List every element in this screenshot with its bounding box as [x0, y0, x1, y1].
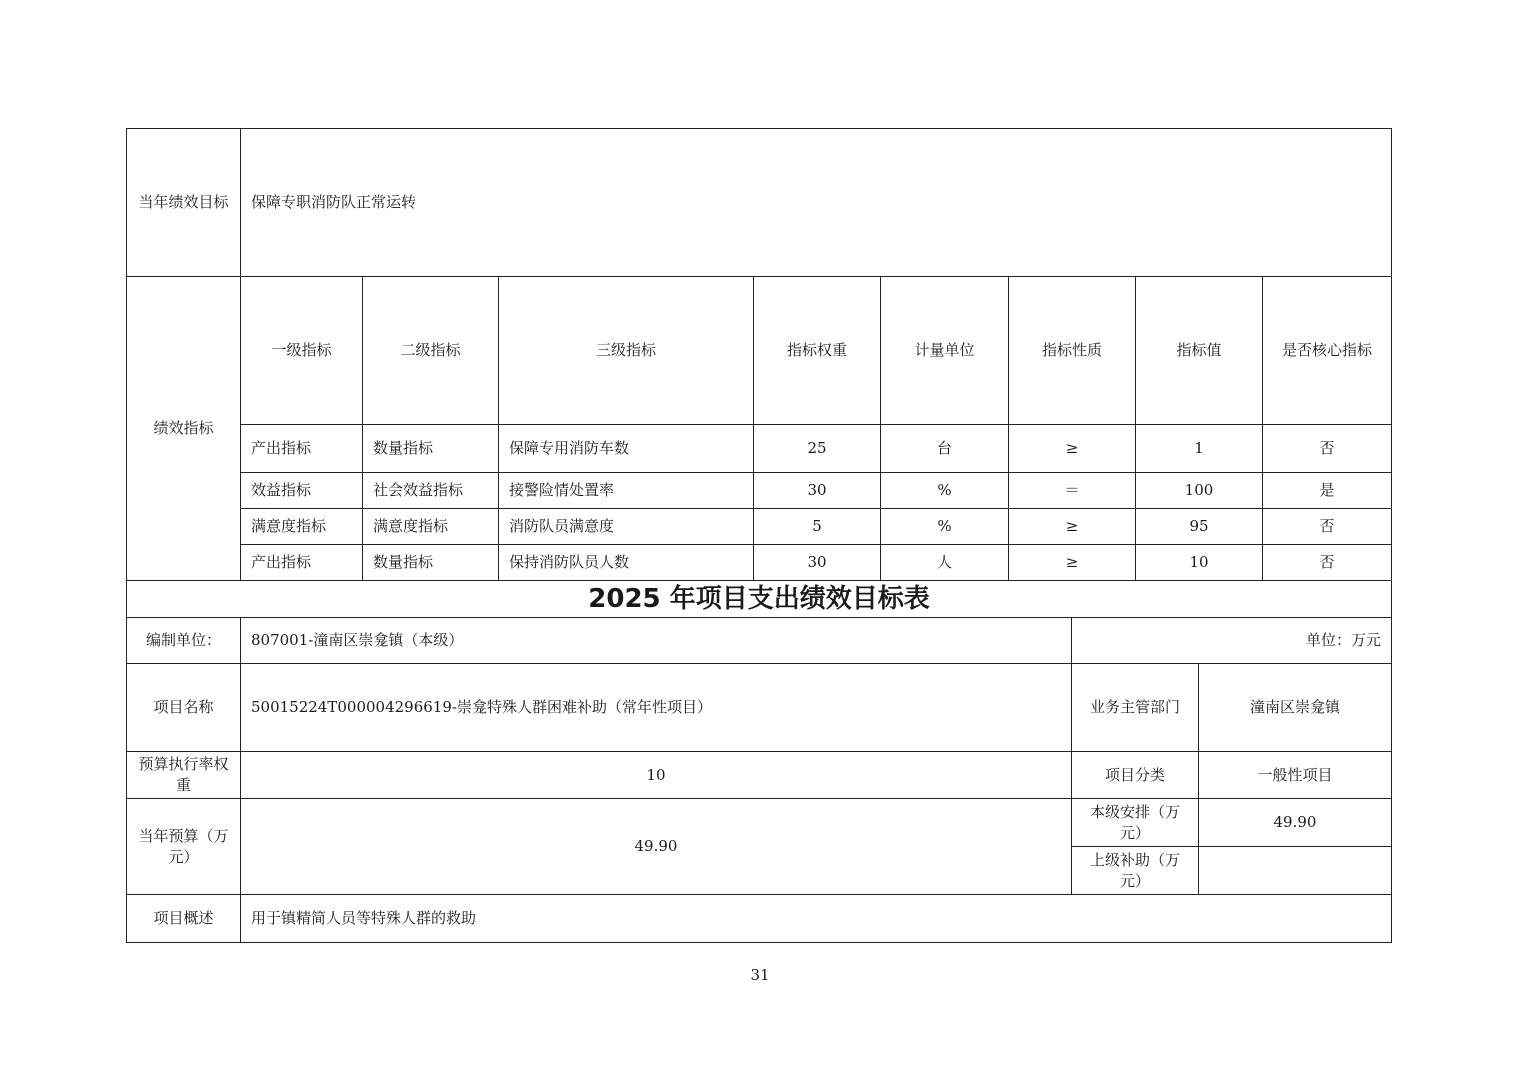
local-label: 本级安排（万元）: [1072, 799, 1199, 847]
nature-cell: ≥: [1009, 425, 1136, 473]
project-name-value: 50015224T000004296619-崇龛特殊人群困难补助（常年性项目）: [241, 664, 1072, 752]
dept-label: 业务主管部门: [1072, 664, 1199, 752]
level2-cell: 满意度指标: [363, 509, 499, 545]
header-value: 指标值: [1136, 277, 1263, 425]
weight-cell: 5: [754, 509, 881, 545]
project-goal-table: [126, 580, 1392, 943]
superior-label: 上级补助（万元）: [1072, 847, 1199, 895]
weight-cell: 25: [754, 425, 881, 473]
core-cell: 是: [1263, 473, 1392, 509]
overview-value: 用于镇精简人员等特殊人群的救助: [241, 895, 1392, 943]
exec-weight-value: 10: [241, 752, 1072, 799]
unit-cell: %: [881, 509, 1009, 545]
budget-label: 当年预算（万元）: [127, 799, 241, 895]
value-cell: 95: [1136, 509, 1263, 545]
unit-cell: 台: [881, 425, 1009, 473]
core-cell: 否: [1263, 425, 1392, 473]
page-number: 31: [750, 966, 770, 984]
nature-cell: ≥: [1009, 545, 1136, 581]
weight-cell: 30: [754, 545, 881, 581]
level3-cell: 接警险情处置率: [499, 473, 754, 509]
table-row: [127, 473, 1392, 509]
table-title: 2025 年项目支出绩效目标表: [127, 581, 1392, 618]
table-row: [127, 509, 1392, 545]
performance-indicators-table: [126, 128, 1392, 581]
table-row: [127, 425, 1392, 473]
header-nature: 指标性质: [1009, 277, 1136, 425]
indicators-label: 绩效指标: [127, 277, 241, 581]
header-level2: 二级指标: [363, 277, 499, 425]
overview-label: 项目概述: [127, 895, 241, 943]
level2-cell: 数量指标: [363, 425, 499, 473]
category-label: 项目分类: [1072, 752, 1199, 799]
level3-cell: 消防队员满意度: [499, 509, 754, 545]
nature-cell: ≥: [1009, 509, 1136, 545]
nature-cell: ＝: [1009, 473, 1136, 509]
header-unit: 计量单位: [881, 277, 1009, 425]
superior-value: [1199, 847, 1392, 895]
level1-cell: 产出指标: [241, 545, 363, 581]
level1-cell: 效益指标: [241, 473, 363, 509]
value-cell: 10: [1136, 545, 1263, 581]
level3-cell: 保持消防队员人数: [499, 545, 754, 581]
header-weight: 指标权重: [754, 277, 881, 425]
core-cell: 否: [1263, 545, 1392, 581]
goal-label: 当年绩效目标: [127, 129, 241, 277]
unit-cell: %: [881, 473, 1009, 509]
project-name-label: 项目名称: [127, 664, 241, 752]
header-level1: 一级指标: [241, 277, 363, 425]
value-cell: 1: [1136, 425, 1263, 473]
org-label: 编制单位：: [127, 618, 241, 664]
category-value: 一般性项目: [1199, 752, 1392, 799]
table-row: [127, 545, 1392, 581]
exec-weight-label: 预算执行率权重: [127, 752, 241, 799]
dept-value: 潼南区崇龛镇: [1199, 664, 1392, 752]
header-level3: 三级指标: [499, 277, 754, 425]
goal-text: 保障专职消防队正常运转: [241, 129, 1392, 277]
level2-cell: 数量指标: [363, 545, 499, 581]
core-cell: 否: [1263, 509, 1392, 545]
unit-cell: 人: [881, 545, 1009, 581]
value-cell: 100: [1136, 473, 1263, 509]
local-value: 49.90: [1199, 799, 1392, 847]
header-core: 是否核心指标: [1263, 277, 1392, 425]
level1-cell: 满意度指标: [241, 509, 363, 545]
level3-cell: 保障专用消防车数: [499, 425, 754, 473]
budget-value: 49.90: [241, 799, 1072, 895]
org-value: 807001-潼南区崇龛镇（本级）: [241, 618, 1072, 664]
level1-cell: 产出指标: [241, 425, 363, 473]
unit-note: 单位：万元: [1072, 618, 1392, 664]
level2-cell: 社会效益指标: [363, 473, 499, 509]
weight-cell: 30: [754, 473, 881, 509]
